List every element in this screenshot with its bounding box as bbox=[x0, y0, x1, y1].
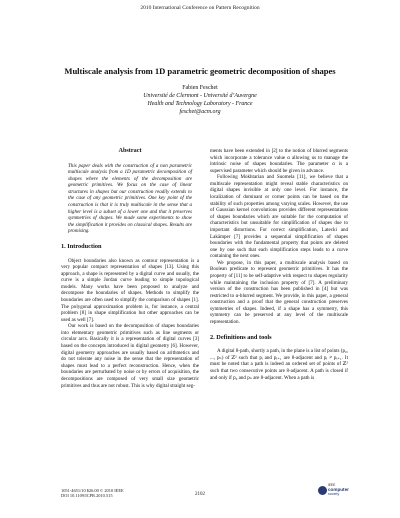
right-paragraph-1: ments have been extended in [2] to the notion of blurred segments which incorporate a tolerance value α allowing us to manage the intrinsic noise of shapes boundaries. The parameter α is a supervised parameter which should be given in advance. bbox=[210, 148, 348, 174]
left-column bbox=[61, 148, 199, 389]
logo-line-1: IEEE bbox=[328, 483, 336, 487]
right-paragraph-2: Following Mokhtarian and Suomela [11], we believe that a multiscale representation might reveal stable characteristics on digital shapes invisible at only one level. For instance, the localization of dominant or corner points can be based on the stability of such properties among varying scales. However, the use of Gaussian kernel convolutions provides different representations of shapes boundaries which are suitable for the computation of characteristics but unsuitable for simplification of shapes due to important distortions. For correct simplification, Latecki and Lakämper [7] provides a sequential simplification of shapes boundaries with the fundamental property that points are deleted one by one such that each simplification steps leads to a curve containing the next ones. bbox=[210, 174, 348, 260]
doi-line: DOI 10.1109/ICPR.2010.515 bbox=[61, 493, 113, 499]
intro-paragraph-2: Our work is based on the decomposition of shapes boundaries into elementary geometric primitives such as line segments or circular arcs. Basically it is a representation of digital curves [3] based on the concepts introduced in digital geometry [6]. However, digital geometry approaches are usually based on arithmetics and do not tolerate any noise in the sense that the representation of shapes must lead to a perfect reconstruction. Hence, when the boundaries are perturbated by noise or by errors of acquisition, the decompositions are composed of very small size geometric primitives and thus are not robust. This is why digital straight seg- bbox=[61, 323, 199, 389]
intro-heading: 1. Introduction bbox=[61, 242, 102, 250]
abstract-text: This paper deals with the construction of a non parametric multiscale analysis from a 1D parametric decomposition of shapes where the elements of the decomposition are geometric primitives. We focus on the case of linear structures in shapes but our construction readily extends to the case of any geometric primitives. One key point of the construction is that it is truly multiscale in the sense that a higher level is a subset of a lower one and that it preserves symmetries of shapes. We made some experiments to show the simplification it provides on classical shapes. Results are promising. bbox=[68, 162, 192, 235]
intro-paragraph-1: Object boundaries also known as contour representation is a very popular compact representation of shapes [13]. Using this approach, a shape is represented by a digital curve and usually, the curve is a simple Jordan curve leading to simple topological models. Many works have been proposed to analyze and decompose the boundaries of shapes. Methods to simplify the boundaries are often used to simplify the comparison of shapes [1]. The polygonal approximation problem is, for instance, a central problem [8] in shape simplification but other approaches can be used as well [7]. bbox=[61, 257, 199, 323]
definitions-heading: 2. Definitions and tools bbox=[210, 333, 272, 341]
author-name: Fabien Feschet bbox=[182, 85, 218, 91]
author-block bbox=[0, 84, 400, 116]
paper-title: Multiscale analysis from 1D parametric geometric decomposition of shapes bbox=[64, 66, 336, 76]
society-emblem-icon bbox=[318, 486, 327, 495]
definitions-paragraph-1: A digital 8-path, shortly a path, in the plane is a list of points (p₀, ..., pₙ) of ℤ² such that pᵢ and pᵢ₊₁ are 8-adjacent and pᵢ ≠ pᵢ₊₁. It must be noted that a path is indeed an ordered set of points of ℤ² such that two consecutive points are 8-adjacent. A path is closed if and only if p₀ and pₙ are 8-adjacent. When a path is bbox=[210, 348, 348, 381]
page-number: 2102 bbox=[195, 492, 205, 497]
computer-society-logo bbox=[318, 483, 349, 498]
logo-line-3: society bbox=[328, 491, 340, 496]
right-paragraph-3: We propose, in this paper, a multiscale analysis based on Boolean predicate to represent geometric primitives. It has the property of [11] to be self-adaptive with respect to shapes regularity while maintaining the inclusion property of [7]. A preliminary version of the construction has been published in [4] but was restricted to α-blurred segment. We provide, in this paper, a general construction and a proof that the general construction preserves symmetries of shapes. Indeed, if a shape has a symmetry, this symmetry can be preserved at any level of the multiscale representation. bbox=[210, 259, 348, 326]
issn-line: 1051-4651/10 $26.00 © 2010 IEEE bbox=[61, 488, 124, 493]
logo-line-2: computer bbox=[328, 486, 349, 492]
conference-header: 2010 International Conference on Pattern Recognition bbox=[140, 5, 260, 11]
abstract-heading: Abstract bbox=[118, 147, 142, 154]
author-email: feschet@acm.org bbox=[179, 109, 221, 115]
right-column bbox=[210, 148, 348, 381]
affiliation-line-1: Université de Clermont - Université d’Auvergne bbox=[143, 93, 257, 99]
affiliation-line-2: Health and Technology Laboratory - France bbox=[147, 101, 253, 107]
